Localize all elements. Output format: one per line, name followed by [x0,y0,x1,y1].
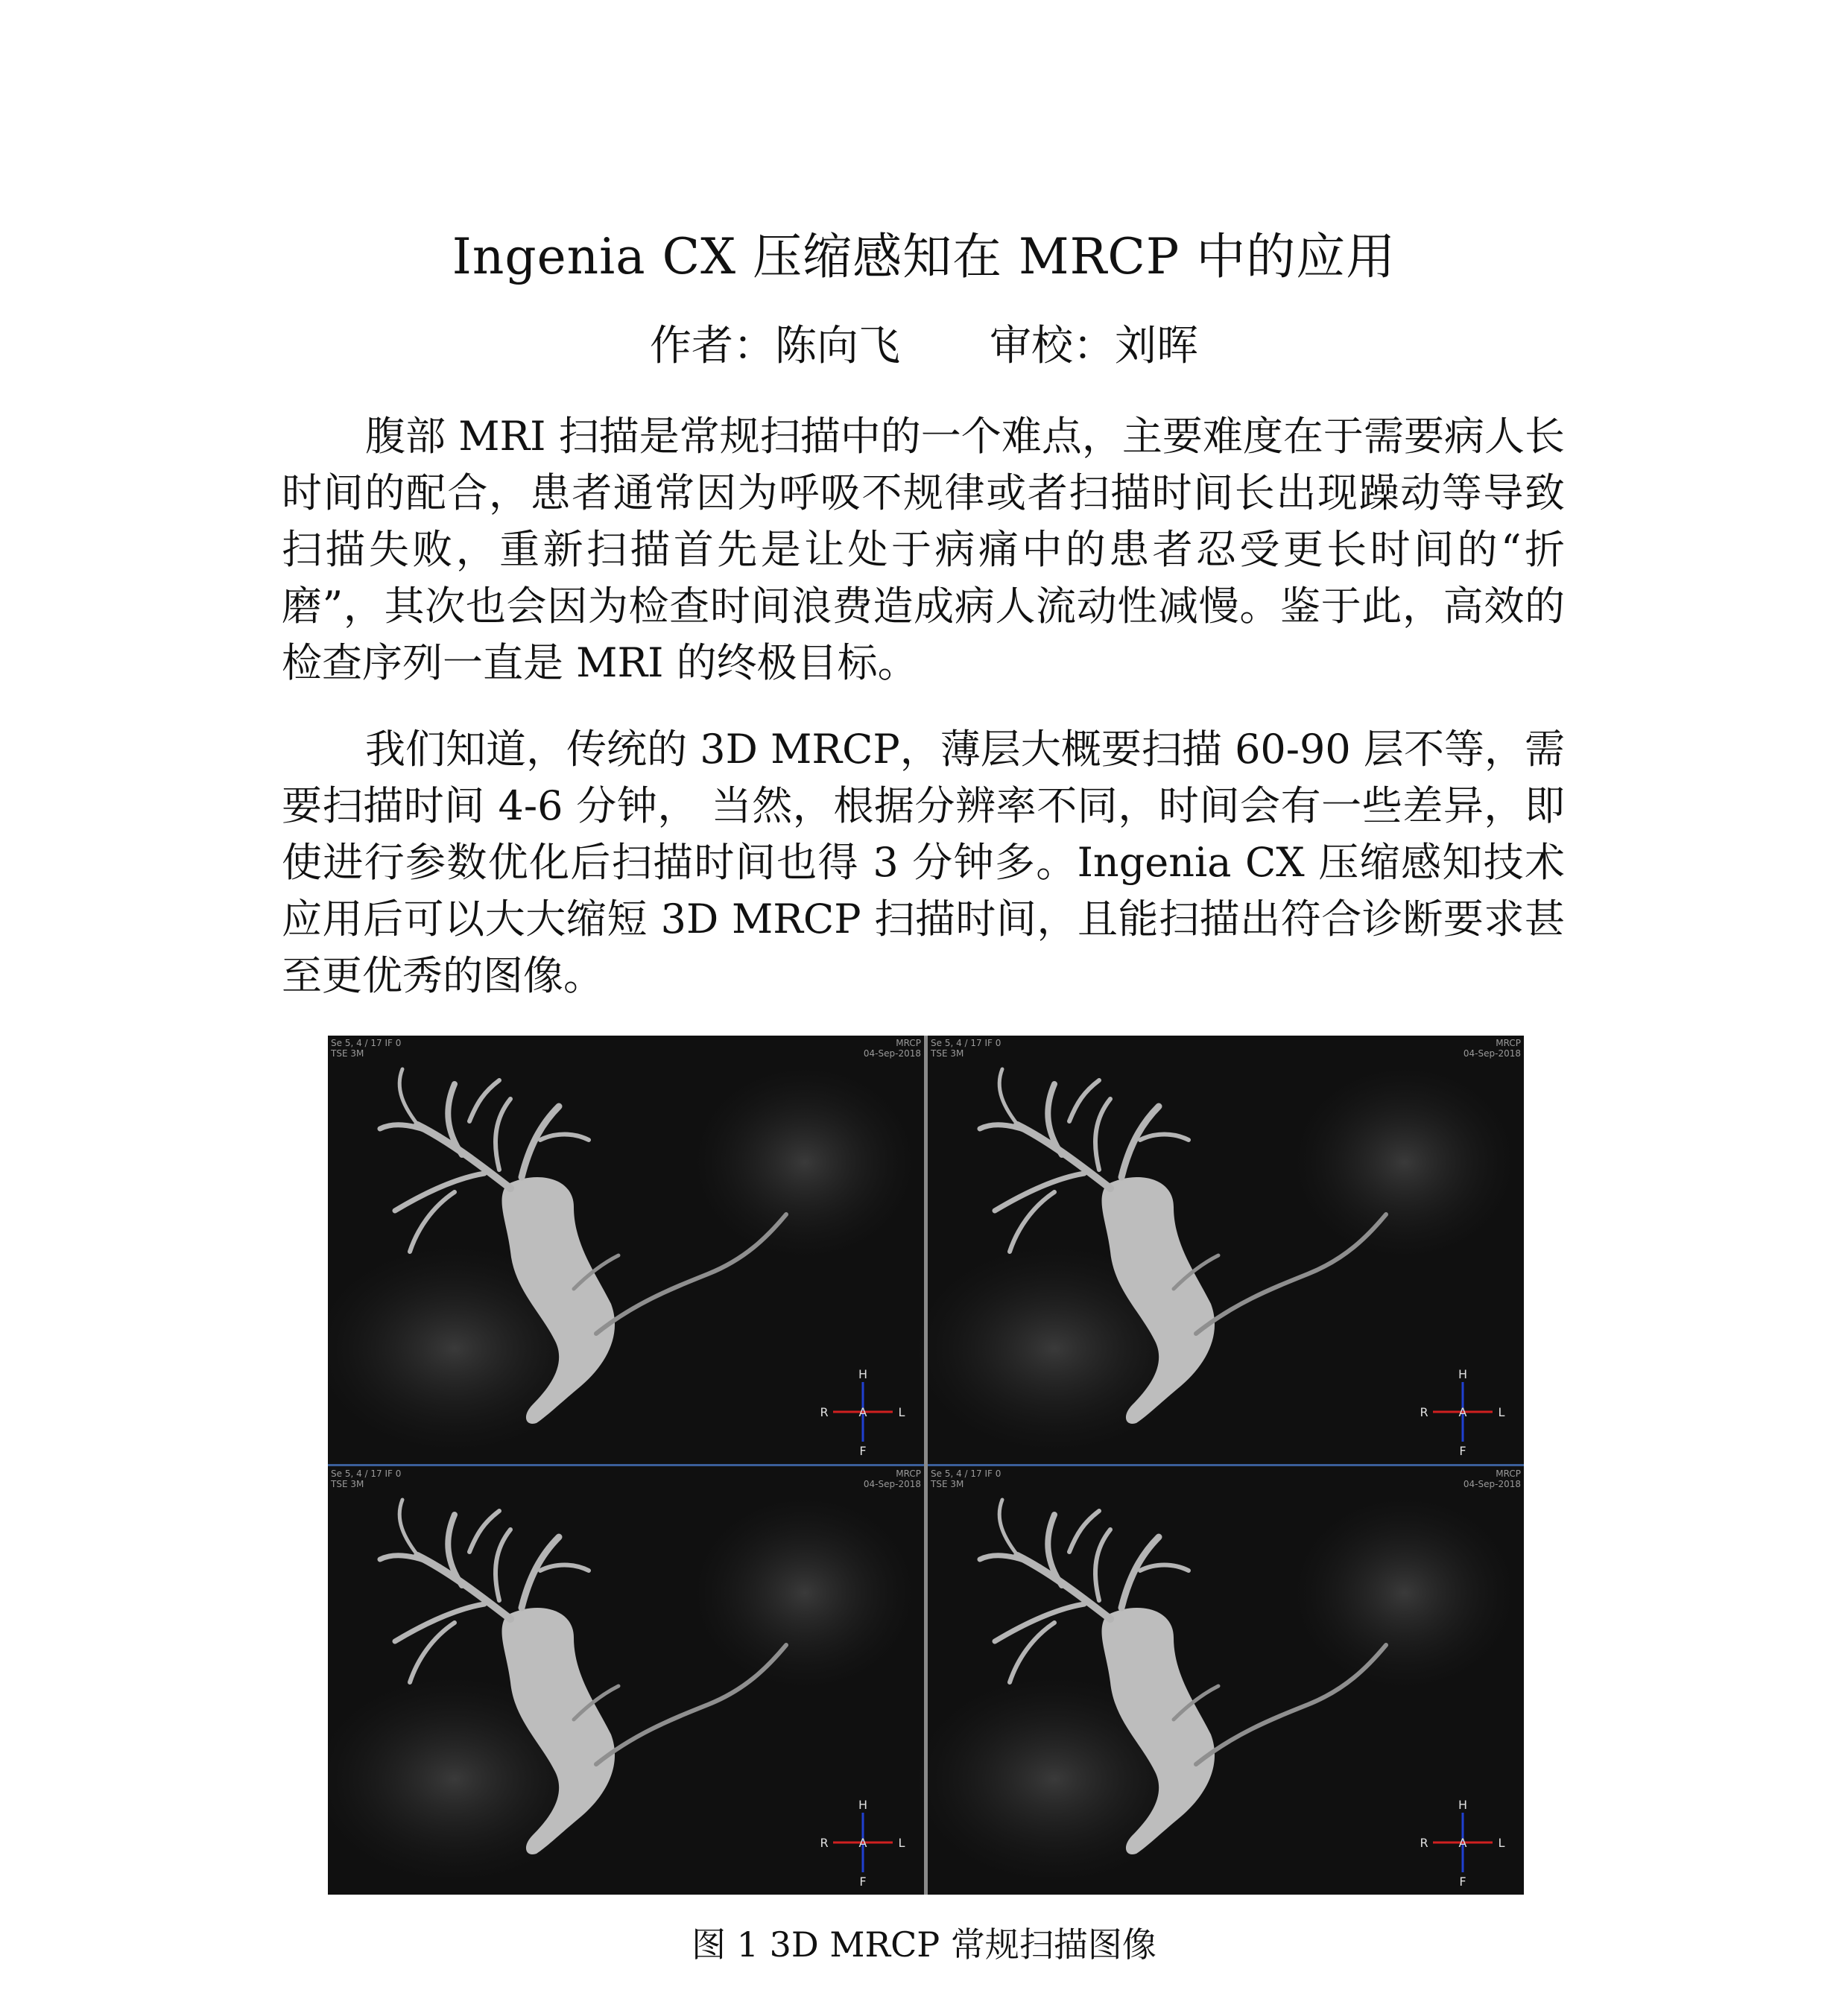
paragraph-2: 我们知道，传统的 3D MRCP，薄层大概要扫描 60-90 层不等，需要扫描时间 4-6 分钟， 当然，根据分辨率不同，时间会有一些差异，即使进行参数优化后扫描时间也得 3 分钟多。Ingenia CX 压缩感知技术应用后可以大大缩短 3D MRCP 扫描时间，且能扫描出符合诊断要求甚至更优秀的图像。 [282,726,1565,999]
orientation-label-left: R [820,1836,829,1850]
orientation-label-top: H [858,1367,868,1381]
organ-shadow [693,1496,917,1690]
mrcp-panel [328,1036,924,1464]
orientation-label-left: R [820,1405,829,1419]
mrcp-panel [913,1036,1524,1464]
orientation-label-top: H [1458,1367,1468,1381]
orientation-label-bottom: F [1459,1444,1466,1458]
panel-header-left: TSE 3M [331,1048,364,1059]
orientation-label-right: L [1498,1405,1505,1419]
panel-header-left: Se 5, 4 / 17 IF 0 [331,1468,402,1479]
orientation-label-center: A [1458,1836,1467,1850]
orientation-label-center: A [1458,1405,1467,1419]
panel-header-right: 04-Sep-2018 [863,1048,921,1059]
organ-shadow [1293,1496,1516,1690]
panel-header-left: TSE 3M [331,1479,364,1489]
orientation-label-top: H [858,1798,868,1812]
panel-header-right: 04-Sep-2018 [1463,1479,1521,1489]
panel-header-right: MRCP [896,1038,921,1048]
paragraph-1: 腹部 MRI 扫描是常规扫描中的一个难点，主要难度在于需要病人长时间的配合，患者通常因为呼吸不规律或者扫描时间长出现躁动等导致扫描失败，重新扫描首先是让处于病痛中的患者忍受更长时间的“折磨”，其次也会因为检查时间浪费造成病人流动性减慢。鉴于此，高效的检查序列一直是 MRI 的终极目标。 [282,413,1565,686]
orientation-label-bottom: F [859,1875,867,1889]
paper-title: Ingenia CX 压缩感知在 MRCP 中的应用 [452,228,1396,285]
panel-header-right: 04-Sep-2018 [1463,1048,1521,1059]
orientation-label-right: L [898,1405,905,1419]
organ-shadow [693,1065,917,1259]
panel-header-left: TSE 3M [931,1048,964,1059]
panel-header-right: 04-Sep-2018 [863,1479,921,1489]
panel-header-right: MRCP [896,1468,921,1479]
panel-header-left: TSE 3M [931,1479,964,1489]
author-name: 作者：陈向飞 [650,322,900,370]
mrcp-image-grid [328,1036,1524,1895]
orientation-label-center: A [858,1405,867,1419]
panel-header-left: Se 5, 4 / 17 IF 0 [931,1468,1001,1479]
figure-caption: 图 1 3D MRCP 常规扫描图像 [692,1924,1156,1965]
orientation-label-right: L [1498,1836,1505,1850]
mrcp-figure [328,1036,1524,1895]
panel-header-right: MRCP [1496,1038,1521,1048]
panel-header-left: Se 5, 4 / 17 IF 0 [931,1038,1001,1048]
orientation-label-center: A [858,1836,867,1850]
orientation-label-left: R [1420,1405,1428,1419]
orientation-label-right: L [898,1836,905,1850]
orientation-label-bottom: F [859,1444,867,1458]
orientation-label-left: R [1420,1836,1428,1850]
orientation-label-bottom: F [1459,1875,1466,1889]
author-line [0,317,1848,376]
grid-divider-vertical [924,1036,928,1895]
reviewer-name: 审校：刘晖 [990,322,1198,370]
mrcp-panel [913,1466,1524,1895]
panel-header-right: MRCP [1496,1468,1521,1479]
organ-shadow [1293,1065,1516,1259]
mrcp-panel [328,1466,924,1895]
panel-header-left: Se 5, 4 / 17 IF 0 [331,1038,402,1048]
orientation-label-top: H [1458,1798,1468,1812]
